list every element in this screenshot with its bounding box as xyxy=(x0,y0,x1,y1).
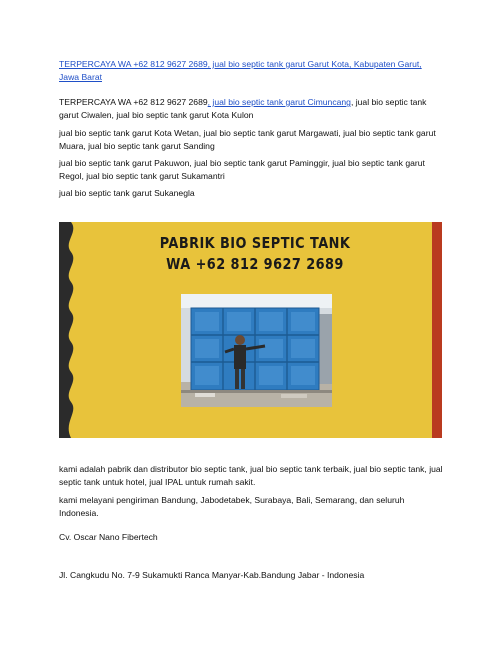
paragraph-5: kami adalah pabrik dan distributor bio septic tank, jual bio septic tank terbaik, jual bio septic tank, jual septic tank untuk hotel, jual IPAL untuk rumah sakit. xyxy=(59,464,443,487)
cimuncang-link[interactable]: , jual bio septic tank garut Cimuncang xyxy=(207,97,351,107)
product-banner-image xyxy=(59,222,442,438)
paragraph-4: jual bio septic tank garut Sukanegla xyxy=(59,188,195,198)
company-address: Jl. Cangkudu No. 7-9 Sukamukti Ranca Manyar-Kab.Bandung Jabar - Indonesia xyxy=(59,570,365,580)
header-link-paragraph xyxy=(59,58,444,83)
right-stripe xyxy=(432,222,442,438)
paragraph-2: jual bio septic tank garut Kota Wetan, jual bio septic tank garut Margawati, jual bio septic tank garut Muara, jual bio septic tank garut Sanding xyxy=(59,128,436,151)
header-link[interactable]: TERPERCAYA WA +62 812 9627 2689, jual bio septic tank garut Garut Kota, Kabupaten Garut, Jawa Barat xyxy=(59,59,422,82)
paragraph-1-suffix: , jual bio septic tank garut Ciwalen, jual bio septic tank garut Kota Kulon xyxy=(59,97,427,120)
paragraph-1 xyxy=(59,96,444,121)
company-name: Cv. Oscar Nano Fibertech xyxy=(59,532,158,542)
wave-border-decoration xyxy=(59,222,79,438)
paragraph-6: kami melayani pengiriman Bandung, Jabodetabek, Surabaya, Bali, Semarang, dan seluruh Indonesia. xyxy=(59,495,405,518)
septic-tank-photo xyxy=(181,294,332,407)
banner-title: PABRIK BIO SEPTIC TANK xyxy=(159,234,351,252)
tank-photo-illustration xyxy=(181,294,332,407)
banner-phone: WA +62 812 9627 2689 xyxy=(166,255,344,273)
paragraph-1-prefix: TERPERCAYA WA +62 812 9627 2689 xyxy=(59,97,208,107)
paragraph-3: jual bio septic tank garut Pakuwon, jual bio septic tank garut Paminggir, jual bio septic tank garut Regol, jual bio septic tank garut Sukamantri xyxy=(59,158,425,181)
